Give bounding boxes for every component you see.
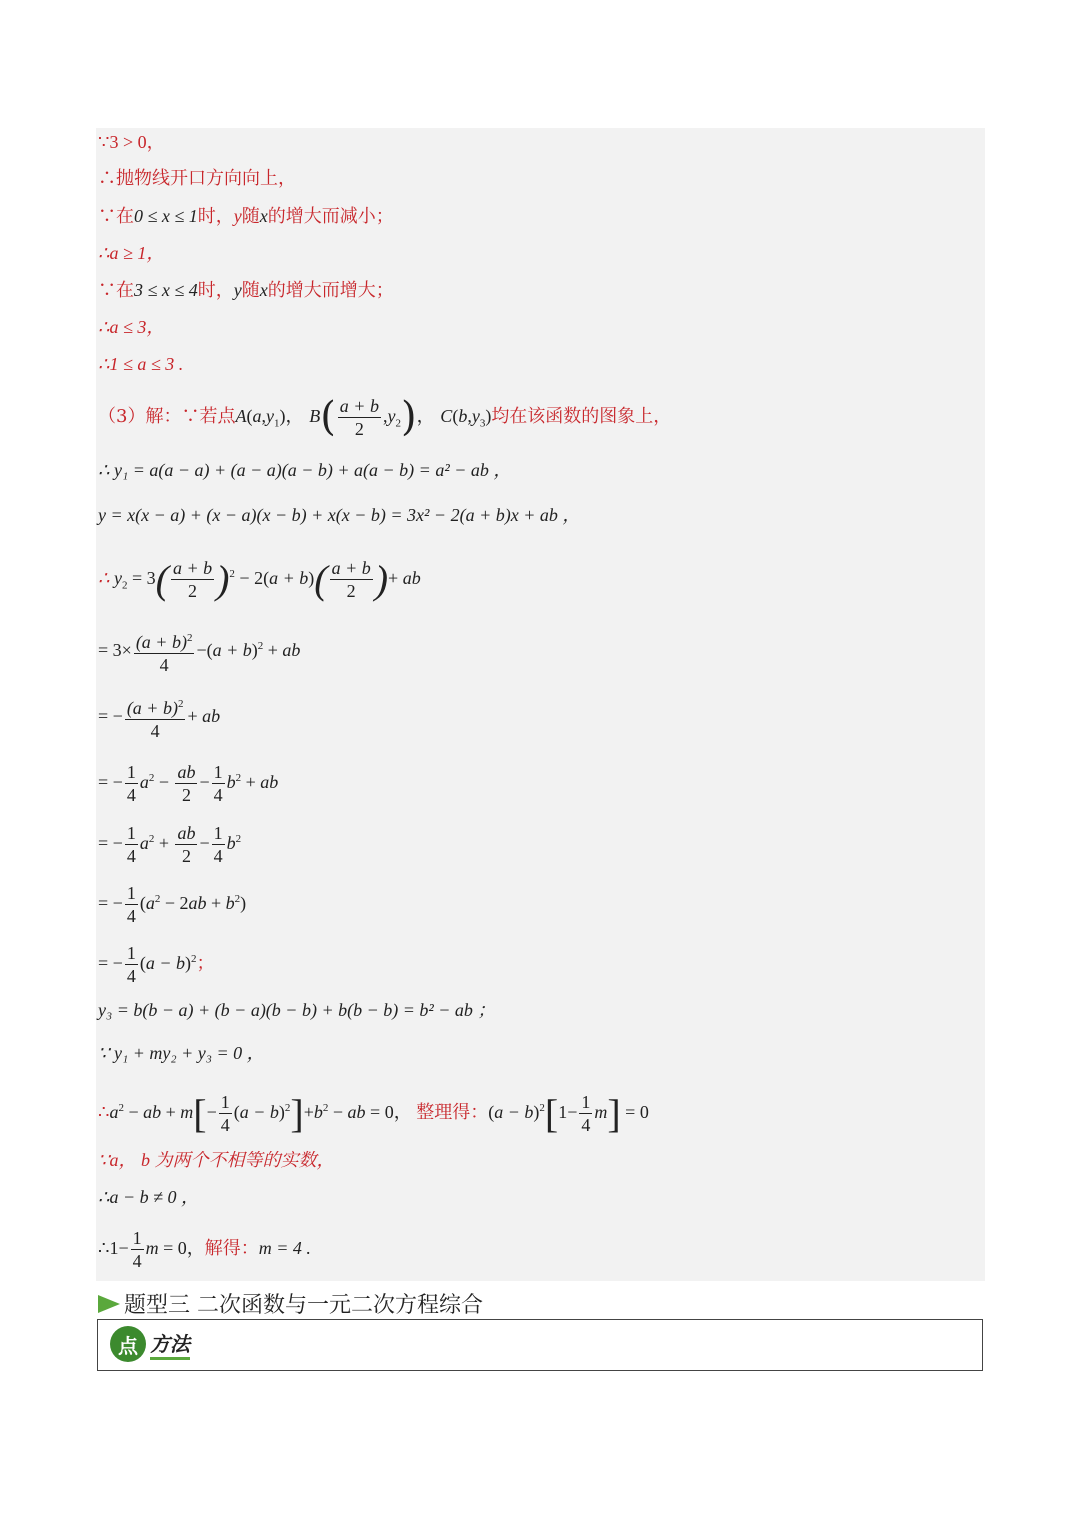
line-20: y₃ = b(b − a) + (b − a)(b − b) + b(b − b) = b² − ab ；: [98, 1000, 496, 1020]
line-3: ∵在0 ≤ x ≤ 1时，y随x的增大而减小；: [98, 206, 394, 227]
play-arrow-icon: [98, 1295, 120, 1313]
line-17: = − $\frac{1}{4}$ $(a - b)^2$；: [98, 943, 215, 987]
line-12: = 3× $\frac{(a + b)^2}{4}$ $-(a + b)^2$ + ab: [98, 620, 300, 676]
method-badge-label: 方法: [150, 1328, 190, 1360]
line-9: ∴ y₁ = a(a − a) + (a − a)(a − b) + a(a − b) = a² − ab ，: [98, 460, 512, 480]
method-badge: [110, 1326, 190, 1362]
method-box: [97, 1319, 983, 1371]
line-16: = − $\frac{1}{4}$ $(a^2 - 2ab + b^2)$: [98, 883, 247, 927]
line-2: ∴抛物线开口方向向上，: [98, 168, 296, 189]
line-15: = − $\frac{1}{4}$ $a^2$ + $\frac{ab}{2}$ − $\frac{1}{4}$ $b^2$: [98, 823, 242, 867]
line-1: ∵3 > 0，: [98, 132, 165, 152]
line-25: ∴1− $\frac{1}{4}$ m = 0，解得：m = 4 .: [98, 1228, 311, 1272]
line-24: ∴a − b ≠ 0 ，: [98, 1187, 199, 1207]
section-heading-text: 题型三 二次函数与一元二次方程综合: [124, 1293, 483, 1318]
line-5: ∵在3 ≤ x ≤ 4时，y随x的增大而增大；: [98, 280, 394, 301]
section-heading: [98, 1288, 483, 1319]
line-22: $\therefore a^2$ − ab + m[− $\frac{1}{4}$ $(a - b)^2]+b^2$ − ab = 0， 整理得：$(a - b)^2[1-$ $\frac{1}{4}$ m] = 0: [98, 1090, 649, 1136]
line-8: （3）解：∵若点$A(a,y_1)$， B( $\frac{a + b}{2}$ $,y_2$)， $C(b,y_3)$均在该函数的图象上，: [98, 394, 672, 440]
line-7: ∴1 ≤ a ≤ 3 .: [98, 354, 184, 374]
line-23: ∵a， b 为两个不相等的实数，: [98, 1150, 335, 1170]
line-14: = − $\frac{1}{4}$ $a^2$ − $\frac{ab}{2}$ − $\frac{1}{4}$ $b^2$ + ab: [98, 762, 279, 806]
line-13: = − $\frac{(a + b)^2}{4}$ + ab: [98, 690, 220, 742]
method-badge-icon: 点: [110, 1326, 146, 1362]
line-10: y = x(x − a) + (x − a)(x − b) + x(x − b) = 3x² − 2(a + b)x + ab ，: [98, 505, 581, 525]
line-4: ∴a ≥ 1，: [98, 243, 165, 263]
line-11: ∴ $y_2 = 3$( $\frac{a + b}{2}$ )$^2$ − 2(a + b)( $\frac{a + b}{2}$ )+ ab: [98, 556, 421, 602]
line-6: ∴a ≤ 3，: [98, 317, 165, 337]
line-21: ∵ y₁ + my₂ + y₃ = 0 ，: [98, 1043, 265, 1063]
